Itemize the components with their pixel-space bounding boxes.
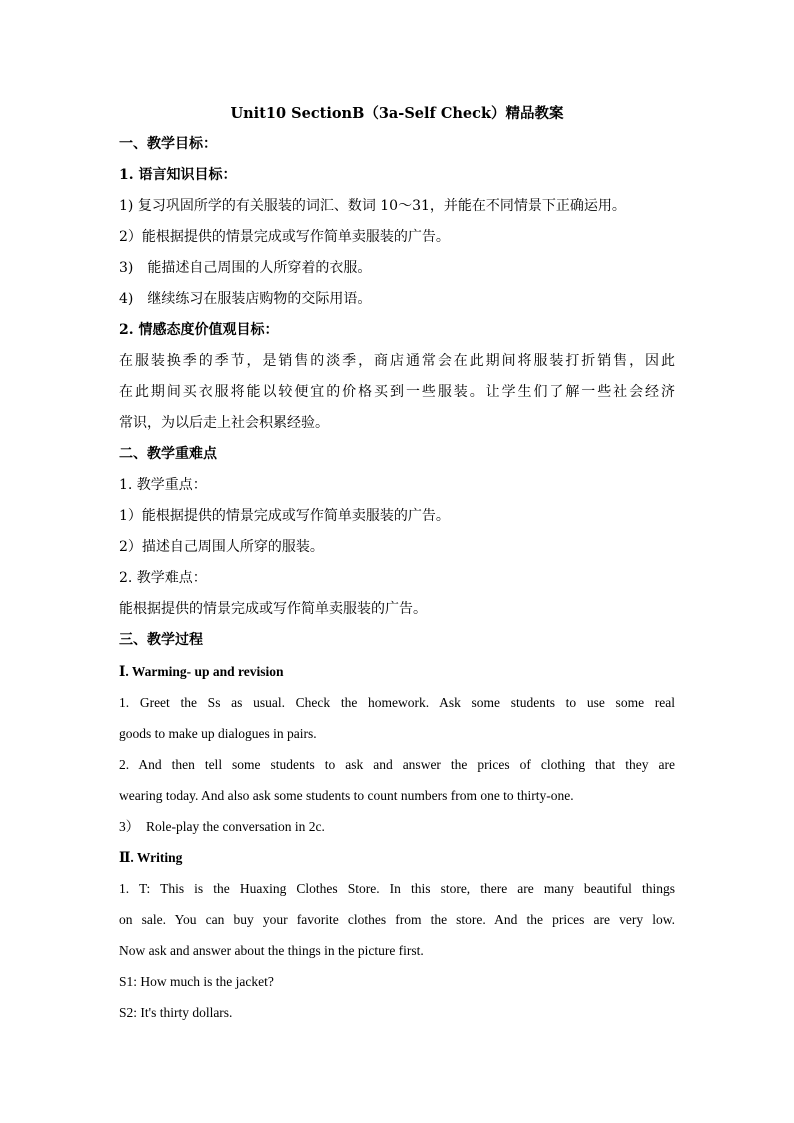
objective-item: 4) 继续练习在服装店购物的交际用语。 (119, 291, 372, 307)
paragraph-line: 在服装换季的季节，是销售的淡季，商店通常会在此期间将服装打折销售，因此 (119, 353, 675, 369)
section-heading-objectives: 一、教学目标： (119, 136, 217, 152)
section-heading-key-points: 二、教学重难点 (119, 446, 217, 462)
process-line: 1. Greet the Ss as usual. Check the homework. Ask some students to use some real (119, 695, 675, 710)
subheading-attitude-values: 2. 情感态度价值观目标： (119, 322, 279, 338)
process-line: 3） Role-play the conversation in 2c. (119, 819, 325, 834)
paragraph-line: 常识，为以后走上社会积累经验。 (119, 415, 329, 431)
subheading-language-knowledge: 1. 语言知识目标： (119, 167, 237, 183)
section-heading-process: 三、教学过程 (119, 632, 203, 648)
part-title-warming-up: Ⅰ. Warming- up and revision (119, 664, 284, 679)
writing-line: on sale. You can buy your favorite clothes from the store. And the prices are very low. (119, 912, 675, 927)
process-line: wearing today. And also ask some students to count numbers from one to thirty-one. (119, 788, 574, 803)
difficulty-text: 能根据提供的情景完成或写作简单卖服装的广告。 (119, 601, 427, 617)
dialogue-line: S2: It's thirty dollars. (119, 1005, 233, 1020)
writing-line: Now ask and answer about the things in the picture first. (119, 943, 424, 958)
key-point-item: 1）能根据提供的情景完成或写作简单卖服装的广告。 (119, 508, 450, 524)
objective-item: 2）能根据提供的情景完成或写作简单卖服装的广告。 (119, 229, 450, 245)
writing-line: 1. T: This is the Huaxing Clothes Store. In this store, there are many beautiful things (119, 881, 675, 896)
part-title-writing: Ⅱ. Writing (119, 850, 183, 865)
key-point-item: 2）描述自己周围人所穿的服装。 (119, 539, 324, 555)
key-points-label: 1. 教学重点： (119, 477, 207, 493)
difficulty-label: 2. 教学难点： (119, 570, 207, 586)
objective-item: 1) 复习巩固所学的有关服装的词汇、数词 10～31，并能在不同情景下正确运用。 (119, 198, 626, 214)
paragraph-line: 在此期间买衣服将能以较便宜的价格买到一些服装。让学生们了解一些社会经济 (119, 384, 675, 400)
document-title: Unit10 SectionB（3a-Self Check）精品教案 (230, 105, 564, 122)
objective-item: 3) 能描述自己周围的人所穿着的衣服。 (119, 260, 372, 276)
dialogue-line: S1: How much is the jacket? (119, 974, 274, 989)
process-line: goods to make up dialogues in pairs. (119, 726, 317, 741)
document-body (119, 98, 675, 1028)
process-line: 2. And then tell some students to ask and answer the prices of clothing that they are (119, 757, 675, 772)
